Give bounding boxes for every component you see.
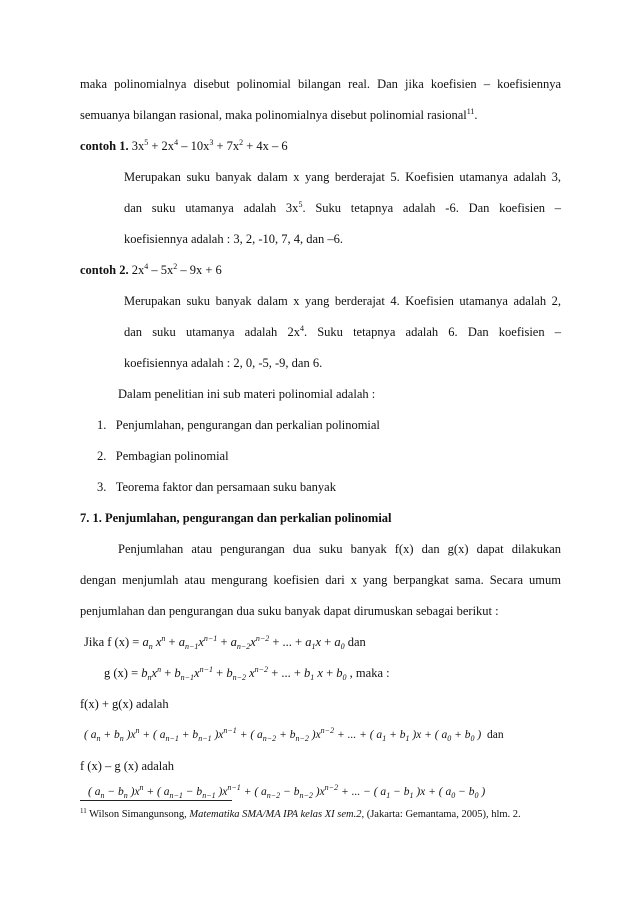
difference-label: f (x) – g (x) adalah <box>80 759 175 773</box>
footnote-divider <box>80 800 232 801</box>
list-item: 3. Teorema faktor dan persamaan suku banyak <box>97 480 336 494</box>
example-1-heading <box>80 138 288 154</box>
example-2-line: koefisiennya adalah : 2, 0, -5, -9, dan 6. <box>124 356 323 370</box>
paragraph-line: dengan menjumlah atau mengurang koefisien dari x yang berpangkat sama. Secara umum <box>80 573 561 587</box>
sum-label: f(x) + g(x) adalah <box>80 697 169 711</box>
list-item: 2. Pembagian polinomial <box>97 449 229 463</box>
footnote-ref: 11 <box>466 107 475 116</box>
list-item: 1. Penjumlahan, pengurangan dan perkalian polinomial <box>97 418 380 432</box>
paragraph-line: penjumlahan dan pengurangan dua suku banyak dapat dirumuskan sebagai berikut : <box>80 604 499 618</box>
formula-g: g $(x) = b_nx^n + b_{n-1}x^{n-1} + b_{n-2}$ $x^{n-2}$ + ... + $b_1$ $x + b_0$ , maka : <box>104 665 390 682</box>
example-label: contoh 1. <box>80 139 129 153</box>
example-1-line: Merupakan suku banyak dalam x yang berderajat 5. Koefisien utamanya adalah 3, <box>124 170 561 184</box>
formula-difference: ( $a_n - b_n$ )$x^n$ + ( $a_{n-1} - b_{n-1}$ )$x^{n-1}$ + ( $a_{n-2} - b_{n-2}$ )$x^{n-2}$ + ... − ( $a_1 - b_1$ )x + ( $a_0 - b_0$ ) <box>88 783 486 800</box>
example-2-heading <box>80 262 222 278</box>
section-heading: 7. 1. Penjumlahan, pengurangan dan perkalian polinomial <box>80 511 392 525</box>
example-1-line: koefisiennya adalah : 3, 2, -10, 7, 4, dan –6. <box>124 232 344 246</box>
footnote: $^{11}$ Wilson Simangunsong, Matematika SMA/MA IPA kelas XI sem.2, (Jakarta: Gemantama, 2005), hlm. 2. <box>80 807 521 820</box>
example-2-line: Merupakan suku banyak dalam x yang berderajat 4. Koefisien utamanya adalah 2, <box>124 294 561 308</box>
example-2-line: dan suku utamanya adalah $2x^4$. Suku tetapnya adalah 6. Dan koefisien – <box>124 324 562 339</box>
example-label: contoh 2. <box>80 263 129 277</box>
paragraph-line: semuanya bilangan rasional, maka polinomialnya disebut polinomial rasional$^{11}$. <box>80 107 478 122</box>
intro-text: Dalam penelitian ini sub materi polinomial adalah : <box>118 387 376 401</box>
formula-f: Jika f $(x) = a_n$ $x^n + a_{n-1}x^{n-1} + a_{n-2}x^{n-2}$ + ... + $a_1x + a_0$ dan <box>84 634 366 651</box>
example-1-line: dan suku utamanya adalah $3x^5$. Suku tetapnya adalah -6. Dan koefisien – <box>124 200 562 215</box>
paragraph-line: maka polinomialnya disebut polinomial bilangan real. Dan jika koefisien – koefisiennya <box>80 77 561 91</box>
formula-sum: ( $a_n + b_n$ )$x^n$ + ( $a_{n-1} + b_{n-1}$ )$x^{n-1}$ + ( $a_{n-2} + b_{n-2}$ )$x^{n-2}$ + ... + ( $a_1 + b_1$ )x + ( $a_0 + b_0$ ) dan <box>84 726 504 743</box>
paragraph-line: Penjumlahan atau pengurangan dua suku banyak f(x) dan g(x) dapat dilakukan <box>118 542 561 556</box>
example-polynomial: $3x^5 + 2x^4 - 10x^3 + 7x^2 + 4x - 6$ <box>131 138 288 153</box>
example-polynomial: $2x^4 - 5x^2 - 9x + 6$ <box>131 262 222 277</box>
footnote-book-title: Matematika SMA/MA IPA kelas XI sem.2 <box>189 809 362 820</box>
